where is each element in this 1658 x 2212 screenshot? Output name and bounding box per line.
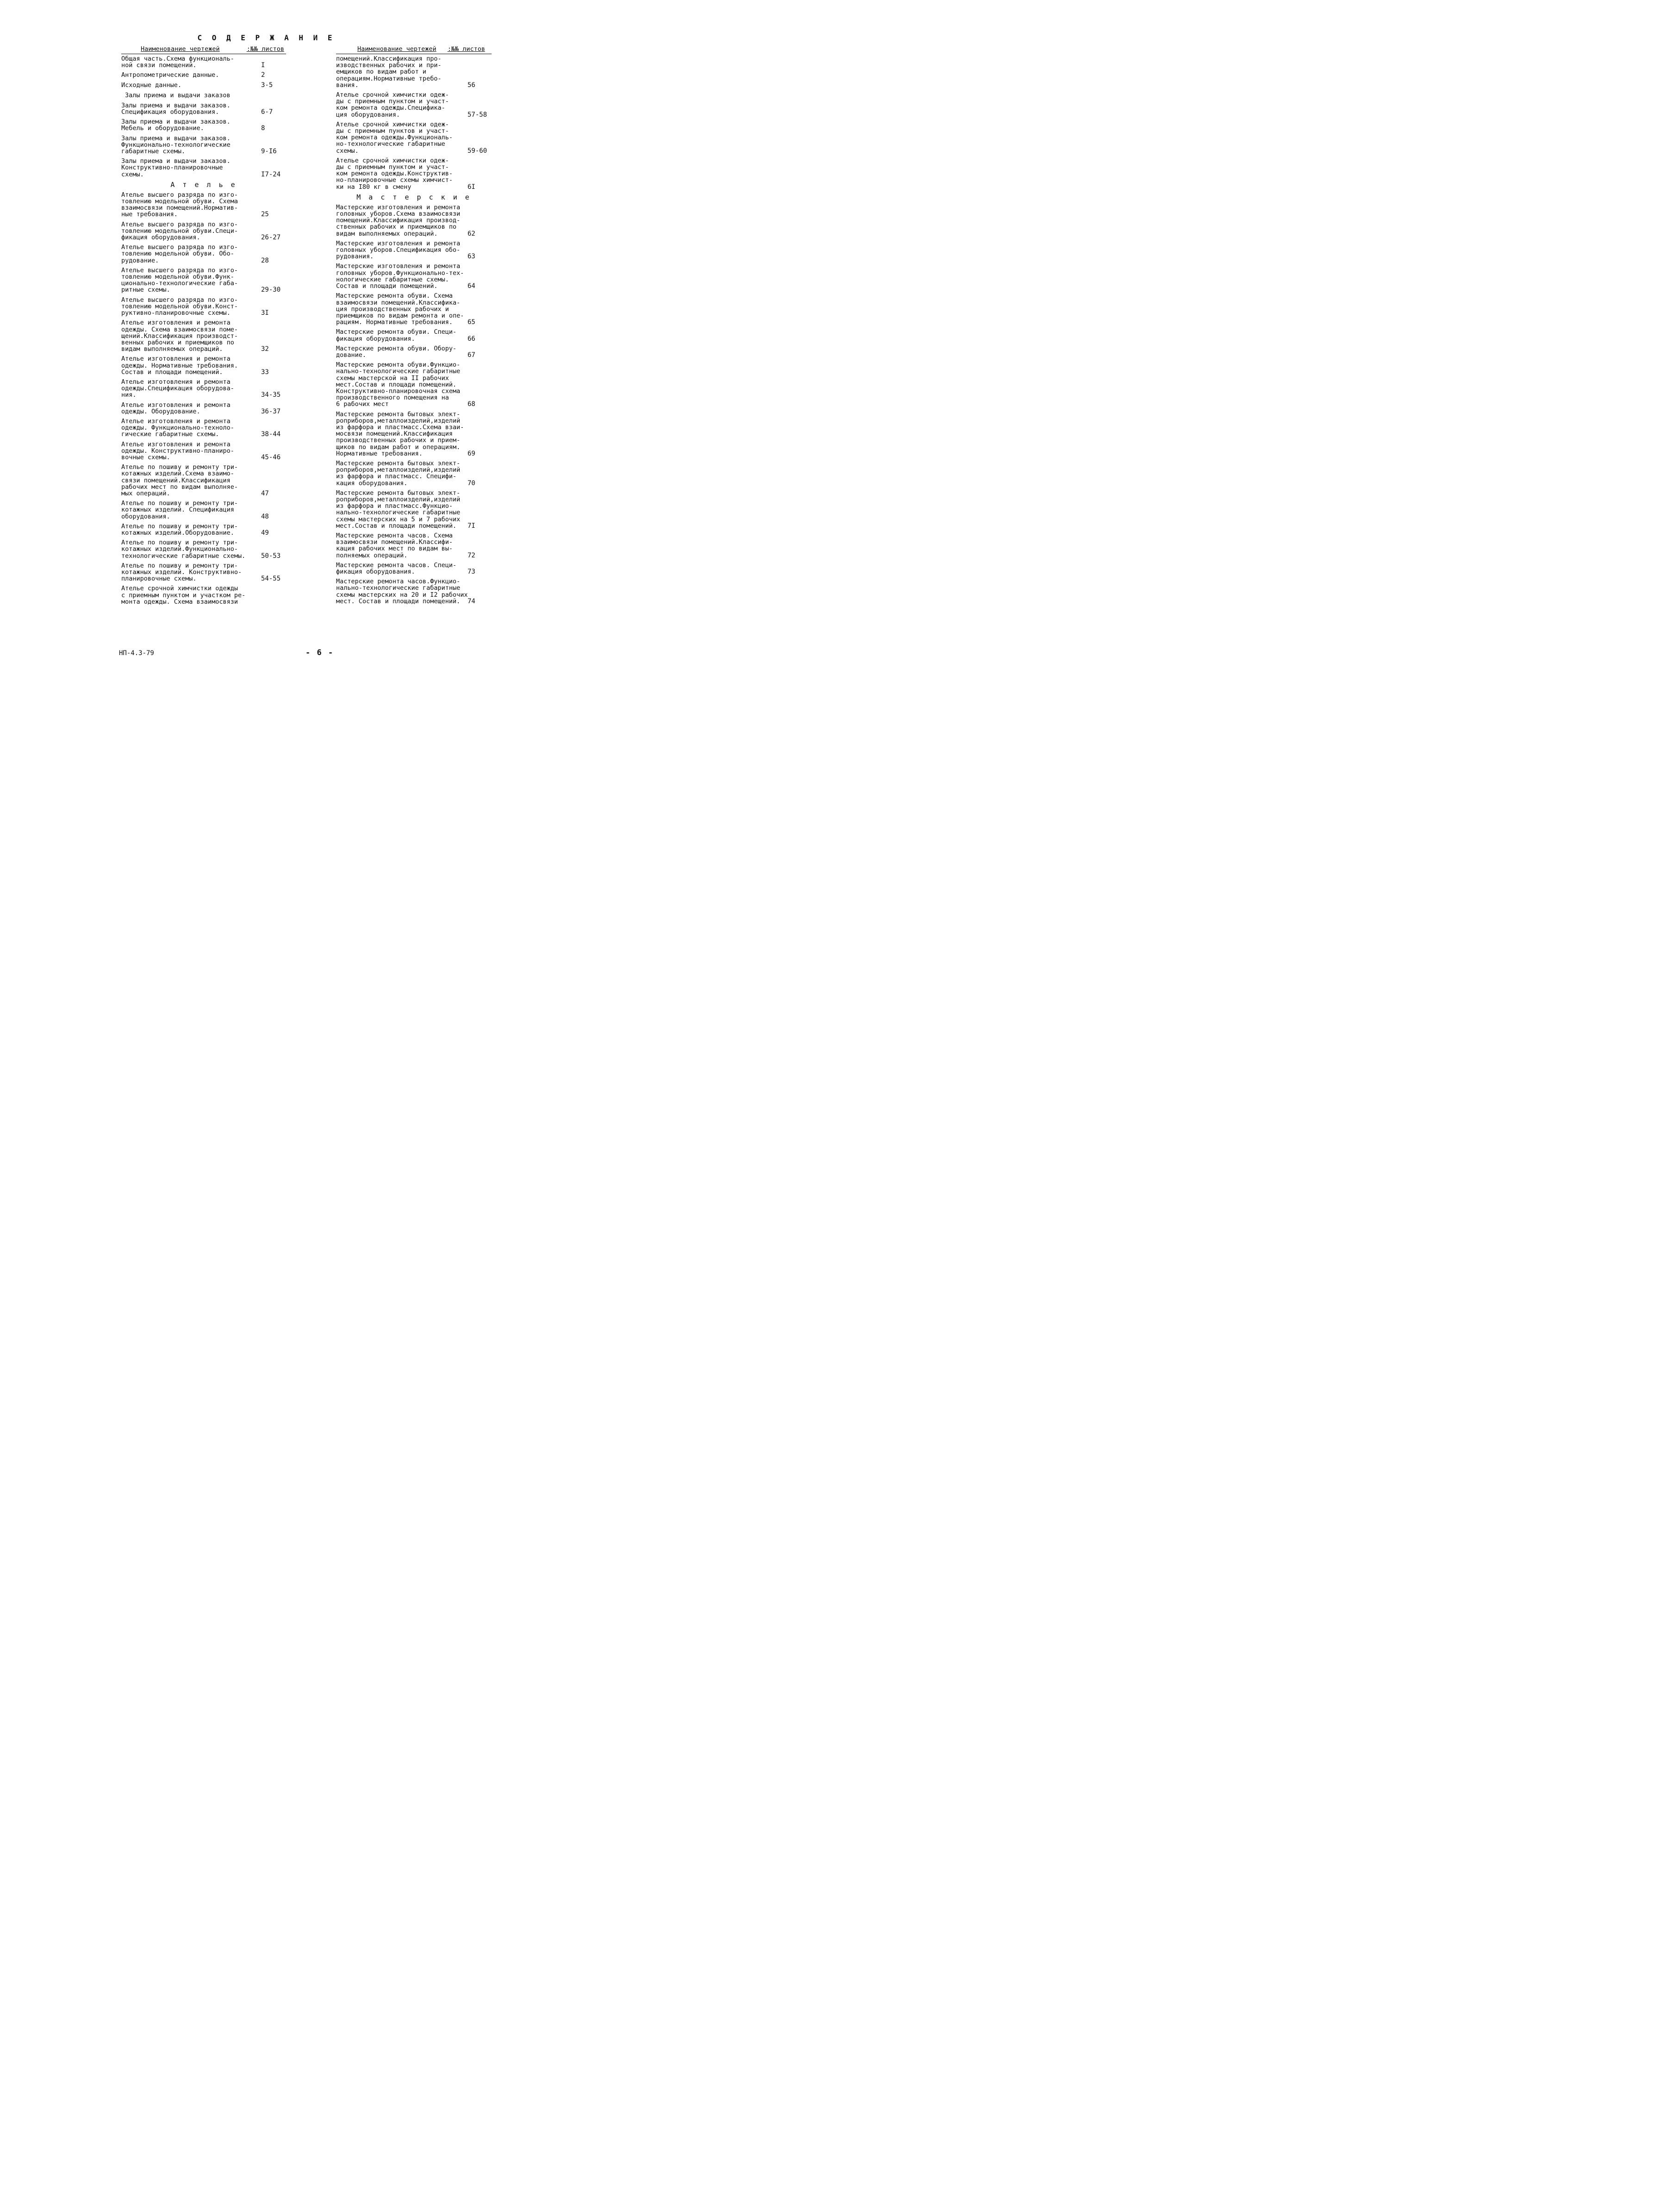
entry-title: Ателье по пошиву и ремонту три- котажных изделий. Спецификация оборудования.	[121, 500, 238, 520]
toc-entries	[121, 56, 286, 605]
toc-entry	[336, 345, 492, 358]
entry-title: Ателье по пошиву и ремонту три- котажных изделий.Схема взаимо- связи помещений.Классификация рабочих мест по видам выполняе- мых операций.	[121, 463, 238, 497]
entry-sheet-numbers: 3-5	[261, 81, 273, 89]
entry-title: Исходные данные.	[121, 81, 182, 89]
page-title: С О Д Е Р Ж А Н И Е	[197, 33, 335, 42]
toc-entry	[336, 157, 492, 190]
column-header	[336, 44, 492, 54]
entry-sheet-numbers: 28	[261, 256, 269, 264]
entry-title: Мастерские ремонта бытовых элект- роприборов,металлоизделий,изделий из фарфора и пластмасс.Схема взаи- мосвязи помещений.Классификация производственных рабочих и прием- щиков по видам работ и операциям. Нормативные требования.	[336, 410, 464, 457]
entry-sheet-numbers: 32	[261, 345, 269, 353]
entry-sheet-numbers: 69	[467, 450, 475, 457]
entry-sheet-numbers: 65	[467, 319, 475, 326]
toc-entry	[121, 585, 286, 605]
entry-title: Ателье изготовления и ремонта одежды. Схема взаимосвязи поме- щений.Классификация производст- венных рабочих и приемщиков по видам выполняемых операций.	[121, 319, 238, 353]
entry-title: Ателье высшего разряда по изго- товлению модельной обуви.Специ- фикация оборудования.	[121, 220, 238, 242]
entry-title: Ателье изготовления и ремонта одежды. Оборудование.	[121, 401, 231, 415]
toc-entry	[121, 56, 286, 69]
toc-entry	[121, 464, 286, 497]
entry-title: Ателье по пошиву и ремонту три- котажных изделий.Оборудование.	[121, 522, 238, 537]
entry-sheet-numbers: 6I	[467, 183, 475, 191]
entry-title: Мастерские ремонта обуви. Обору- дование.	[336, 344, 457, 359]
entry-title: Ателье высшего разряда по изго- товлению модельной обуви.Конст- руктивно-планировочные схемы.	[121, 296, 238, 317]
toc-entry	[121, 82, 286, 88]
entry-sheet-numbers: 34-35	[261, 391, 281, 399]
toc-entries	[336, 56, 492, 605]
entry-sheet-numbers: 57-58	[467, 111, 487, 119]
entry-sheet-numbers: I7-24	[261, 170, 281, 178]
toc-entry	[336, 263, 492, 289]
entry-title: Ателье высшего разряда по изго- товлению модельной обуви. Схема взаимосвязи помещений.Норматив- ные требования.	[121, 191, 238, 219]
toc-entry	[336, 362, 492, 407]
entry-sheet-numbers: 45-46	[261, 453, 281, 461]
entry-sheet-numbers: 25	[261, 211, 269, 219]
entry-sheet-numbers: 63	[467, 253, 475, 261]
toc-entry	[121, 441, 286, 461]
toc-entry	[121, 402, 286, 415]
toc-entry	[336, 562, 492, 575]
entry-sheet-numbers: 74	[467, 597, 475, 605]
entry-sheet-numbers: 29-30	[261, 286, 281, 294]
entry-title: Ателье по пошиву и ремонту три- котажных изделий. Конструктивно- планировочные схемы.	[121, 562, 242, 583]
entry-sheet-numbers: 72	[467, 551, 475, 559]
toc-entry	[336, 56, 492, 88]
column-header	[121, 44, 286, 54]
section-heading: А т е л ь е	[170, 180, 237, 189]
header-sheet-numbers: :№№ листов	[447, 45, 485, 53]
entry-title: Залы приема и выдачи заказов. Конструктивно-планировочные схемы.	[121, 157, 231, 178]
entry-sheet-numbers: 56	[467, 81, 475, 89]
entry-title: Мастерские ремонта часов. Схема взаимосвязи помещений.Классифи- кация рабочих мест по видам вы- полняемых операций.	[336, 532, 453, 559]
entry-title: Ателье срочной химчистки одеж- ды с приемным пунктов и участ- ком ремонта одежды.Функциональ- но-технологические габаритные схемы.	[336, 120, 453, 155]
toc-entry	[121, 102, 286, 115]
toc-entry	[336, 121, 492, 154]
document-code: НП-4.3-79	[119, 650, 154, 657]
entry-sheet-numbers: 54-55	[261, 575, 281, 583]
header-sheet-numbers: :№№ листов	[246, 45, 284, 53]
entry-title: Ателье по пошиву и ремонту три- котажных изделий.Функционально- технологические габаритные схемы.	[121, 539, 246, 560]
entry-sheet-numbers: 73	[467, 568, 475, 576]
entry-sheet-numbers: 68	[467, 400, 475, 408]
toc-entry	[121, 562, 286, 582]
entry-sheet-numbers: 2	[261, 71, 265, 79]
toc-entry	[121, 379, 286, 399]
entry-sheet-numbers: 26-27	[261, 234, 281, 242]
entry-sheet-numbers: 3I	[261, 309, 269, 317]
toc-entry	[121, 500, 286, 520]
entry-sheet-numbers: 33	[261, 368, 269, 376]
toc-entry	[121, 319, 286, 352]
toc-entry	[336, 204, 492, 237]
toc-entry	[121, 418, 286, 438]
toc-column-left	[121, 44, 286, 608]
entry-sheet-numbers: I	[261, 62, 265, 69]
entry-sheet-numbers: 6-7	[261, 108, 273, 116]
entry-title: Мастерские ремонта бытовых элект- роприборов,металлоизделий,изделий из фарфора и пластмасс.Функцио- нально-технологические габаритные схемы мастерских на 5 и 7 рабочих мест.Состав и площади помещений.	[336, 489, 461, 530]
entry-title: Ателье высшего разряда по изго- товлению модельной обуви. Обо- рудование.	[121, 244, 238, 264]
entry-sheet-numbers: 70	[467, 479, 475, 487]
toc-entry	[336, 532, 492, 559]
entry-sheet-numbers: 38-44	[261, 431, 281, 438]
entry-sheet-numbers: 67	[467, 351, 475, 359]
header-drawing-name: Наименование чертежей	[141, 45, 220, 53]
entry-title: Залы приема и выдачи заказов. Функционально-технологические габаритные схемы.	[121, 134, 231, 156]
entry-sheet-numbers: 9-I6	[261, 148, 277, 156]
toc-entry	[121, 523, 286, 536]
entry-title: Мастерские изготовления и ремонта головных уборов.Спецификация обо- рудования.	[336, 239, 461, 261]
toc-entry	[121, 221, 286, 241]
entry-title: Ателье высшего разряда по изго- товлению модельной обуви.Функ- ционально-технологические габа- ритные схемы.	[121, 266, 238, 294]
entry-title: помещений.Классификация про- изводственных рабочих и при- емщиков по видам работ и операциям.Нормативные требо- вания.	[336, 55, 442, 89]
entry-sheet-numbers: 66	[467, 335, 475, 343]
entry-sheet-numbers: 8	[261, 125, 265, 132]
entry-sheet-numbers: 59-60	[467, 147, 487, 155]
entry-sheet-numbers: 36-37	[261, 407, 281, 415]
entry-title: Ателье изготовления и ремонта одежды. Конструктивно-планиро- вочные схемы.	[121, 440, 234, 461]
entry-title: Ателье срочной химчистки одеж- ды с приемным пунктом и участ- ком ремонта одежды.Конструктив- но-планировочные схемы химчист- ки на I80 кг в смену	[336, 156, 453, 191]
entry-title: Ателье изготовления и ремонта одежды.Спецификация оборудова- ния.	[121, 378, 234, 399]
entry-sheet-numbers: 62	[467, 230, 475, 237]
entry-title: Мастерские ремонта часов.Функцио- нально-технологические габаритные схемы мастерских на 20 и I2 рабочих мест. Состав и площади помещений.	[336, 578, 468, 605]
toc-entry	[121, 539, 286, 559]
toc-entry	[121, 356, 286, 375]
toc-entry	[336, 411, 492, 457]
entry-title: Мастерские ремонта обуви. Схема взаимосвязи помещений.Классифика- ция производственных рабочих и приемщиков по видам ремонта и опе- рациям. Нормативные требования.	[336, 292, 464, 326]
toc-entry	[121, 297, 286, 317]
toc-entry	[121, 244, 286, 264]
entry-title: Мастерские изготовления и ремонта головных уборов.Функционально-тех- нологические габаритные схемы. Состав и площади помещений.	[336, 262, 464, 290]
toc-entry	[336, 92, 492, 118]
entry-sheet-numbers: 48	[261, 512, 269, 520]
section-heading: Залы приема и выдачи заказов	[125, 91, 231, 99]
toc-entry	[336, 293, 492, 325]
entry-sheet-numbers: 64	[467, 282, 475, 290]
entry-title: Мастерские ремонта обуви. Специ- фикация оборудования.	[336, 328, 457, 343]
entry-sheet-numbers: 49	[261, 529, 269, 537]
entry-title: Залы приема и выдачи заказов. Мебель и оборудование.	[121, 118, 231, 132]
entry-title: Ателье срочной химчистки одежды с приемным пунктом и участком ре- монта одежды. Схема взаимосвязи	[121, 585, 246, 606]
entry-title: Антропометрические данные.	[121, 71, 219, 79]
toc-entry	[336, 578, 492, 605]
toc-entry	[121, 192, 286, 218]
section-heading: М а с т е р с к и е	[356, 193, 471, 201]
toc-entry	[121, 119, 286, 131]
toc-entry	[121, 72, 286, 78]
toc-entry	[336, 490, 492, 529]
header-drawing-name: Наименование чертежей	[357, 45, 436, 53]
toc-entry	[336, 240, 492, 260]
toc-column-right	[336, 44, 492, 608]
entry-title: Залы приема и выдачи заказов. Спецификация оборудования.	[121, 101, 231, 116]
entry-sheet-numbers: 7I	[467, 522, 475, 530]
toc-entry	[336, 460, 492, 487]
toc-entry	[121, 158, 286, 178]
entry-sheet-numbers: 47	[261, 489, 269, 497]
entry-title: Ателье срочной химчистки одеж- ды с приемным пунктом и участ- ком ремонта одежды.Специфика- ция оборудования.	[336, 91, 449, 119]
page-number: - 6 -	[305, 648, 334, 657]
entry-title: Мастерские ремонта обуви.Функцио- нально-технологические габаритные схемы мастерской на II рабочих мест.Состав и площади помещений. Конструктивно-планировочная схема производственного помещения на 6 рабочих мест	[336, 361, 461, 408]
entry-sheet-numbers: 50-53	[261, 552, 281, 560]
entry-title: Общая часть.Схема функциональ- ной связи помещений.	[121, 55, 234, 69]
entry-title: Ателье изготовления и ремонта одежды. Нормативные требования. Состав и площади помещений.	[121, 355, 238, 376]
toc-entry	[336, 329, 492, 342]
entry-title: Мастерские изготовления и ремонта головных уборов.Схема взаимосвязи помещений.Классификация производ- ственных рабочих и приемщиков по видам выполняемых операций.	[336, 203, 461, 237]
entry-title: Мастерские ремонта бытовых элект- роприборов,металлоизделий,изделий из фарфора и пластмасс. Специфи- кация оборудования.	[336, 459, 461, 487]
toc-entry	[121, 135, 286, 155]
toc-entry	[121, 267, 286, 294]
entry-title: Мастерские ремонта часов. Специ- фикация оборудования.	[336, 561, 457, 576]
entry-title: Ателье изготовления и ремонта одежды. Функционально-техноло- гические габаритные схемы.	[121, 417, 234, 438]
